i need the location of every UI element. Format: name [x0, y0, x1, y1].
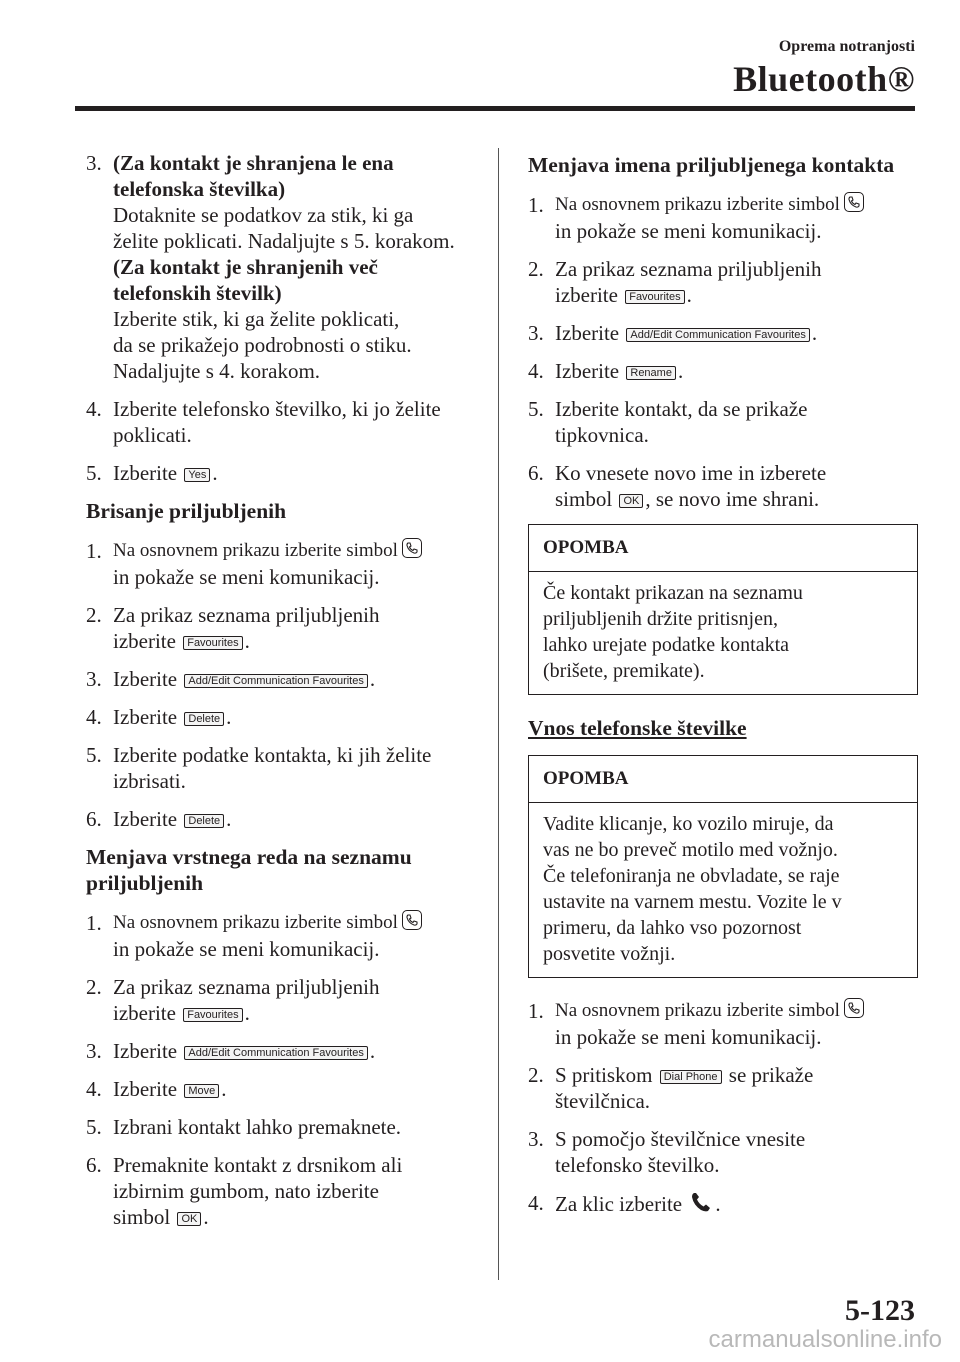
delete-button[interactable]: Delete [184, 712, 224, 726]
phone-menu-icon[interactable] [402, 910, 422, 930]
note-heading: OPOMBA [529, 525, 917, 572]
step-3: 3. (Za kontakt je shranjena le ena telefonska številka) Dotaknite se podatkov za stik, ki ga želite poklicati. Nadaljujte s 5. korakom. (Za kontakt je shranjenih več telefonskih številk) Izberite stik, ki ga želite poklicati, da se prikažejo podrobnosti o stiku. Nadaljujte s 4. korakom. [86, 151, 455, 383]
step-4: 4. Izberite telefonsko številko, ki jo želite poklicati. [86, 397, 441, 447]
yes-button[interactable]: Yes [184, 468, 210, 482]
note-heading: OPOMBA [529, 756, 917, 803]
order-step-5: 5. Izbrani kontakt lahko premaknete. [86, 1115, 402, 1139]
phone-number-heading: Vnos telefonske številke [528, 716, 747, 740]
delete-step-5: 5. Izberite podatke kontakta, ki jih želite izbrisati. [86, 743, 432, 793]
phone-step-4: 4. Za klic izberite . [528, 1190, 918, 1220]
delete-step-2: 2. Za prikaz seznama priljubljenih izberite Favourites . [86, 603, 380, 653]
rename-step-3: 3. Izberite Add/Edit Communication Favourites . [528, 321, 818, 345]
header-divider [75, 106, 915, 111]
rename-step-1: 1. Na osnovnem prikazu izberite simbol in pokaže se meni komunikacij. [528, 192, 918, 244]
page-number: 5-123 [845, 1294, 915, 1327]
right-column [528, 150, 918, 1232]
section-label: Oprema notranjosti [778, 38, 915, 55]
phone-menu-icon[interactable] [402, 538, 422, 558]
ok-button[interactable]: OK [177, 1212, 201, 1226]
rename-step-4: 4. Izberite Rename . [528, 359, 684, 383]
phone-step-2: 2. S pritiskom Dial Phone se prikaže številčnica. [528, 1063, 814, 1113]
note-body: Vadite klicanje, ko vozilo miruje, da vas ne bo preveč motilo med vožnjo. Če telefoniranja ne obvladate, se raje ustavite na varnem mestu. Vozite le v primeru, da lahko vso pozornost posvetite vožnji. [543, 813, 842, 965]
delete-step-1: 1. Na osnovnem prikazu izberite simbol in pokaže se meni komunikacij. [86, 538, 486, 590]
rename-step-2: 2. Za prikaz seznama priljubljenih izberite Favourites . [528, 257, 822, 307]
delete-step-3: 3. Izberite Add/Edit Communication Favourites . [86, 667, 376, 691]
delete-step-4: 4. Izberite Delete . [86, 705, 232, 729]
rename-heading: Menjava imena priljubljenega kontakta [528, 153, 895, 177]
move-button[interactable]: Move [184, 1084, 219, 1098]
phone-step-1: 1. Na osnovnem prikazu izberite simbol in pokaže se meni komunikacij. [528, 998, 918, 1050]
rename-button[interactable]: Rename [626, 366, 676, 380]
order-step-1: 1. Na osnovnem prikazu izberite simbol in pokaže se meni komunikacij. [86, 910, 486, 962]
add-edit-favourites-button[interactable]: Add/Edit Communication Favourites [626, 328, 809, 342]
order-step-4: 4. Izberite Move . [86, 1077, 227, 1101]
order-step-2: 2. Za prikaz seznama priljubljenih izberite Favourites . [86, 975, 380, 1025]
delete-step-6: 6. Izberite Delete . [86, 807, 232, 831]
step-5: 5. Izberite Yes . [86, 461, 218, 485]
add-edit-favourites-button[interactable]: Add/Edit Communication Favourites [184, 674, 367, 688]
order-step-3: 3. Izberite Add/Edit Communication Favourites . [86, 1039, 376, 1063]
phone-menu-icon[interactable] [844, 192, 864, 212]
favourites-button[interactable]: Favourites [625, 290, 684, 304]
rename-step-6: 6. Ko vnesete novo ime in izberete simbol OK , se novo ime shrani. [528, 461, 827, 511]
order-step-6: 6. Premaknite kontakt z drsnikom ali izbirnim gumbom, nato izberite simbol OK . [86, 1153, 403, 1229]
note-box-safety [528, 755, 918, 978]
note-body: Če kontakt prikazan na seznamu priljubljenih držite pritisnjen, lahko urejate podatke kontakta (brišete, premikate). [543, 582, 803, 682]
phone-menu-icon[interactable] [844, 998, 864, 1018]
delete-heading: Brisanje priljubljenih [86, 499, 287, 523]
add-edit-favourites-button[interactable]: Add/Edit Communication Favourites [184, 1046, 367, 1060]
left-column [86, 150, 486, 1242]
column-divider [498, 148, 499, 1280]
rename-step-5: 5. Izberite kontakt, da se prikaže tipkovnica. [528, 397, 808, 447]
note-box-favourites [528, 524, 918, 695]
delete-confirm-button[interactable]: Delete [184, 814, 224, 828]
phone-step-3: 3. S pomočjo številčnice vnesite telefonsko številko. [528, 1127, 806, 1177]
favourites-button[interactable]: Favourites [183, 636, 242, 650]
page-title: Bluetooth® [733, 59, 915, 99]
order-heading: Menjava vrstnega reda na seznamu priljubljenih [86, 845, 412, 895]
favourites-button[interactable]: Favourites [183, 1008, 242, 1022]
call-handset-icon[interactable] [689, 1190, 713, 1220]
dial-phone-button[interactable]: Dial Phone [660, 1070, 722, 1084]
ok-button[interactable]: OK [619, 494, 643, 508]
watermark: carmanualsonline.info [708, 1326, 942, 1353]
